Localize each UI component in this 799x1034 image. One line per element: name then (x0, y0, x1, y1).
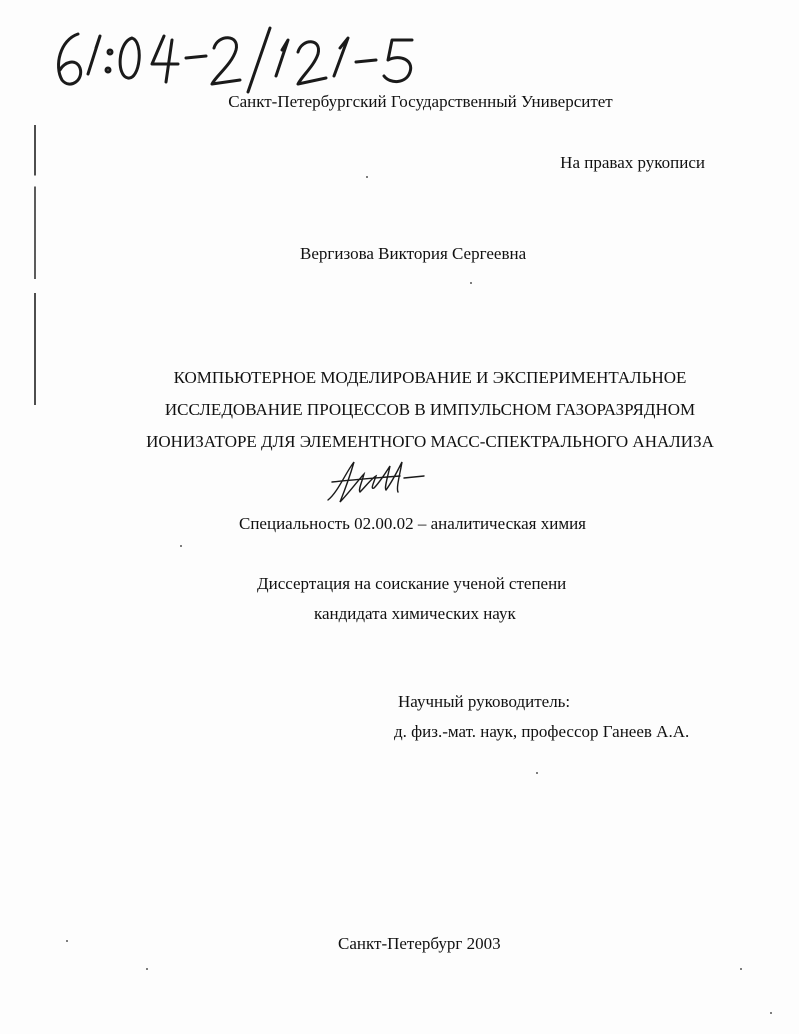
scan-speck (740, 968, 742, 970)
scan-speck (180, 545, 182, 547)
advisor-label: Научный руководитель: (398, 692, 571, 711)
scan-speck (366, 176, 368, 178)
author-name: Вергизова Виктория Сергеевна (300, 244, 527, 263)
scan-speck (770, 1012, 772, 1014)
title-line-2: ИССЛЕДОВАНИЕ ПРОЦЕССОВ В ИМПУЛЬСНОМ ГАЗОРАЗРЯДНОМ (164, 400, 696, 419)
dissertation-degree-line-2: кандидата химических наук (314, 604, 516, 623)
handwritten-archive-number (40, 18, 440, 98)
manuscript-rights-note: На правах рукописи (560, 153, 705, 172)
dissertation-title (0, 362, 799, 458)
specialty: Специальность 02.00.02 – аналитическая химия (239, 514, 587, 533)
title-line-3: ИОНИЗАТОРЕ ДЛЯ ЭЛЕМЕНТНОГО МАСС-СПЕКТРАЛЬНОГО АНАЛИЗА (146, 432, 714, 451)
dissertation-degree-line-1: Диссертация на соискание ученой степени (257, 574, 567, 593)
advisor-name: д. физ.-мат. наук, профессор Ганеев А.А. (394, 722, 690, 741)
university-name: Санкт-Петербургский Государственный Университет (228, 92, 613, 111)
title-line-1: КОМПЬЮТЕРНОЕ МОДЕЛИРОВАНИЕ И ЭКСПЕРИМЕНТАЛЬНОЕ (173, 368, 687, 387)
scan-speck (470, 282, 472, 284)
scan-speck (66, 940, 68, 942)
scan-speck (146, 968, 148, 970)
city-year: Санкт-Петербург 2003 (338, 934, 501, 953)
scan-speck (536, 772, 538, 774)
author-signature (320, 452, 430, 512)
